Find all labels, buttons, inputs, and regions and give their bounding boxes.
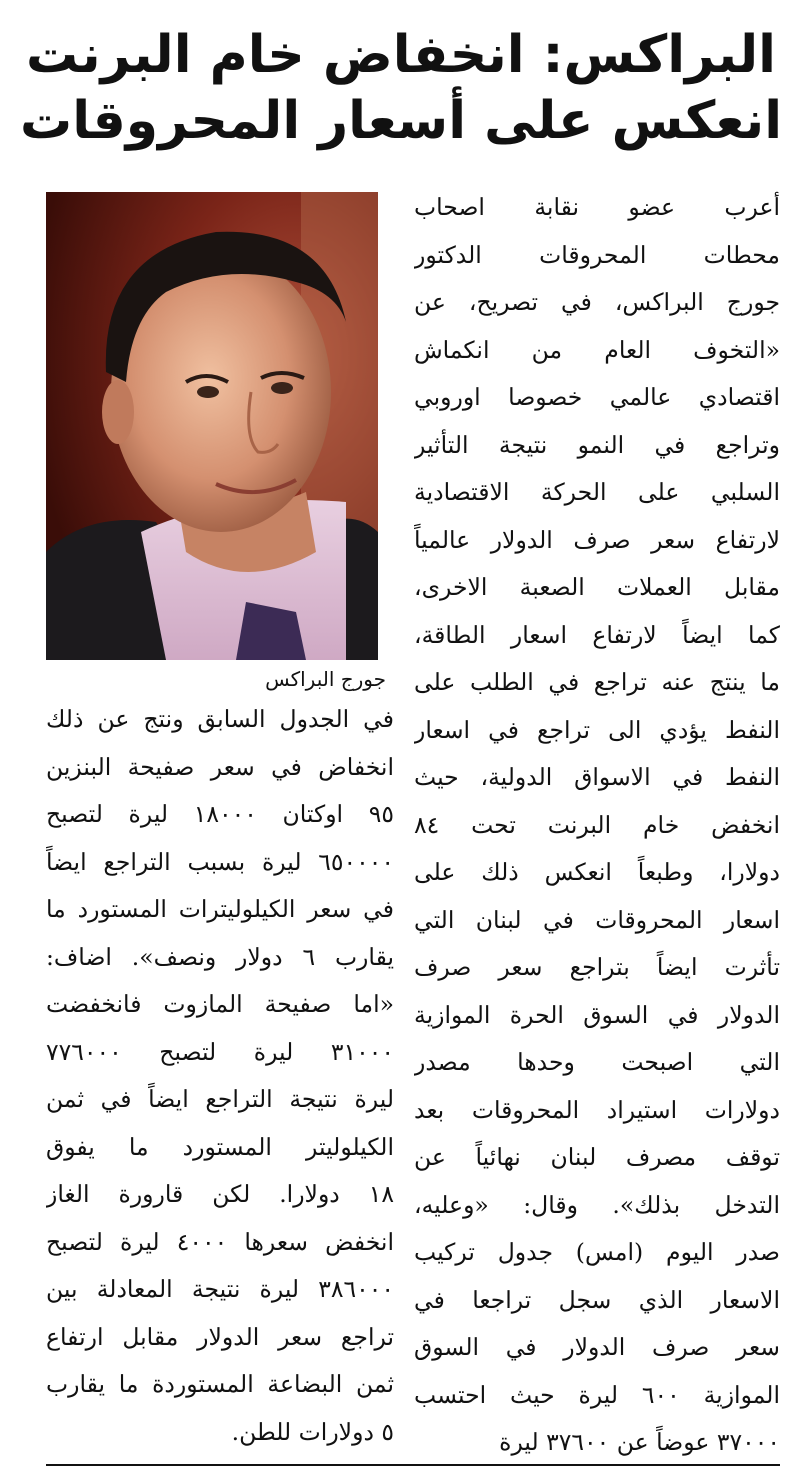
article-line: ما ينتج عنه تراجع في الطلب على	[414, 668, 780, 696]
article-line: انخفاض في سعر صفيحة البنزين	[46, 752, 394, 781]
article-line: السلبي على الحركة الاقتصادية	[414, 478, 780, 506]
article-line: تراجع سعر الدولار مقابل ارتفاع	[46, 1322, 394, 1351]
article-line: دولارا، وطبعاً انعكس ذلك على	[414, 858, 780, 886]
article-line: ٣٨٦٠٠٠ ليرة نتيجة المعادلة بين	[46, 1275, 394, 1303]
article-line: ٩٥ اوكتان ١٨٠٠٠ ليرة لتصبح	[46, 800, 394, 828]
article-line: أعرب عضو نقابة اصحاب	[414, 193, 780, 221]
article-line: ٣٧٠٠٠ عوضاً عن ٣٧٦٠٠ ليرة	[499, 1428, 780, 1456]
article-line: الكيلوليتر المستورد ما يفوق	[46, 1132, 394, 1161]
article-line: سعر صرف الدولار في السوق	[414, 1333, 780, 1361]
article-line: ثمن البضاعة المستوردة ما يقارب	[46, 1370, 394, 1398]
bottom-divider	[46, 1464, 780, 1466]
article-column-left	[46, 696, 394, 1456]
article-line: ٦٥٠٠٠٠ ليرة بسبب التراجع ايضاً	[46, 847, 394, 876]
article-line: في الجدول السابق ونتج عن ذلك	[46, 705, 394, 733]
article-line: توقف مصرف لبنان نهائياً عن	[414, 1143, 780, 1171]
article-line: ٣١٠٠٠ ليرة لتصبح ٧٧٦٠٠٠	[46, 1037, 394, 1066]
article-line: ١٨ دولارا. لكن قارورة الغاز	[46, 1180, 394, 1208]
headline-line-2: انعكس على أسعار المحروقات	[19, 91, 783, 151]
article-line: التي اصبحت وحدها مصدر	[414, 1048, 780, 1076]
article-line: مقابل العملات الصعبة الاخرى،	[414, 573, 780, 601]
article-line: «اما صفيحة المازوت فانخفضت	[46, 990, 394, 1018]
article-line: في سعر الكيلوليترات المستورد ما	[46, 895, 394, 923]
article-column-right	[414, 184, 780, 1467]
article-line: ليرة نتيجة التراجع ايضاً في ثمن	[46, 1085, 394, 1113]
article-line: وتراجع في النمو نتيجة التأثير	[414, 430, 780, 459]
article-line: محطات المحروقات الدكتور	[414, 240, 780, 269]
article-line: كما ايضاً لارتفاع اسعار الطاقة،	[414, 620, 780, 649]
article-line: لارتفاع سعر صرف الدولار عالمياً	[414, 525, 780, 554]
article-line: انخفض خام البرنت تحت ٨٤	[414, 810, 780, 839]
headline-line-1: البراكس: انخفاض خام البرنت	[26, 25, 776, 85]
photo-caption: جورج البراكس	[265, 667, 386, 691]
headline	[0, 22, 802, 154]
article-line: صدر اليوم (امس) جدول تركيب	[414, 1238, 780, 1266]
article-line: يقارب ٦ دولار ونصف». اضاف:	[46, 942, 394, 971]
article-line: تأثرت ايضاً بتراجع سعر صرف	[414, 953, 780, 981]
article-line: الاسعار الذي سجل تراجعا في	[414, 1285, 780, 1314]
article-line: انخفض سعرها ٤٠٠٠ ليرة لتصبح	[46, 1227, 394, 1256]
article-line: جورج البراكس، في تصريح، عن	[414, 288, 780, 316]
article-line: «التخوف العام من انكماش	[414, 335, 780, 364]
article-line: اسعار المحروقات في لبنان التي	[414, 905, 780, 934]
article-line: التدخل بذلك». وقال: «وعليه،	[414, 1190, 780, 1219]
article-line: اقتصادي عالمي خصوصا اوروبي	[414, 383, 780, 411]
portrait-illustration	[46, 192, 378, 660]
article-line: النفط يؤدي الى تراجع في اسعار	[414, 715, 780, 744]
article-line: النفط في الاسواق الدولية، حيث	[414, 763, 780, 791]
portrait-photo	[46, 192, 378, 660]
article-line: الموازية ٦٠٠ ليرة حيث احتسب	[414, 1380, 780, 1409]
article-line: دولارات استيراد المحروقات بعد	[414, 1095, 780, 1124]
article-line: ٥ دولارات للطن.	[231, 1417, 394, 1446]
article-line: الدولار في السوق الحرة الموازية	[414, 1000, 780, 1029]
